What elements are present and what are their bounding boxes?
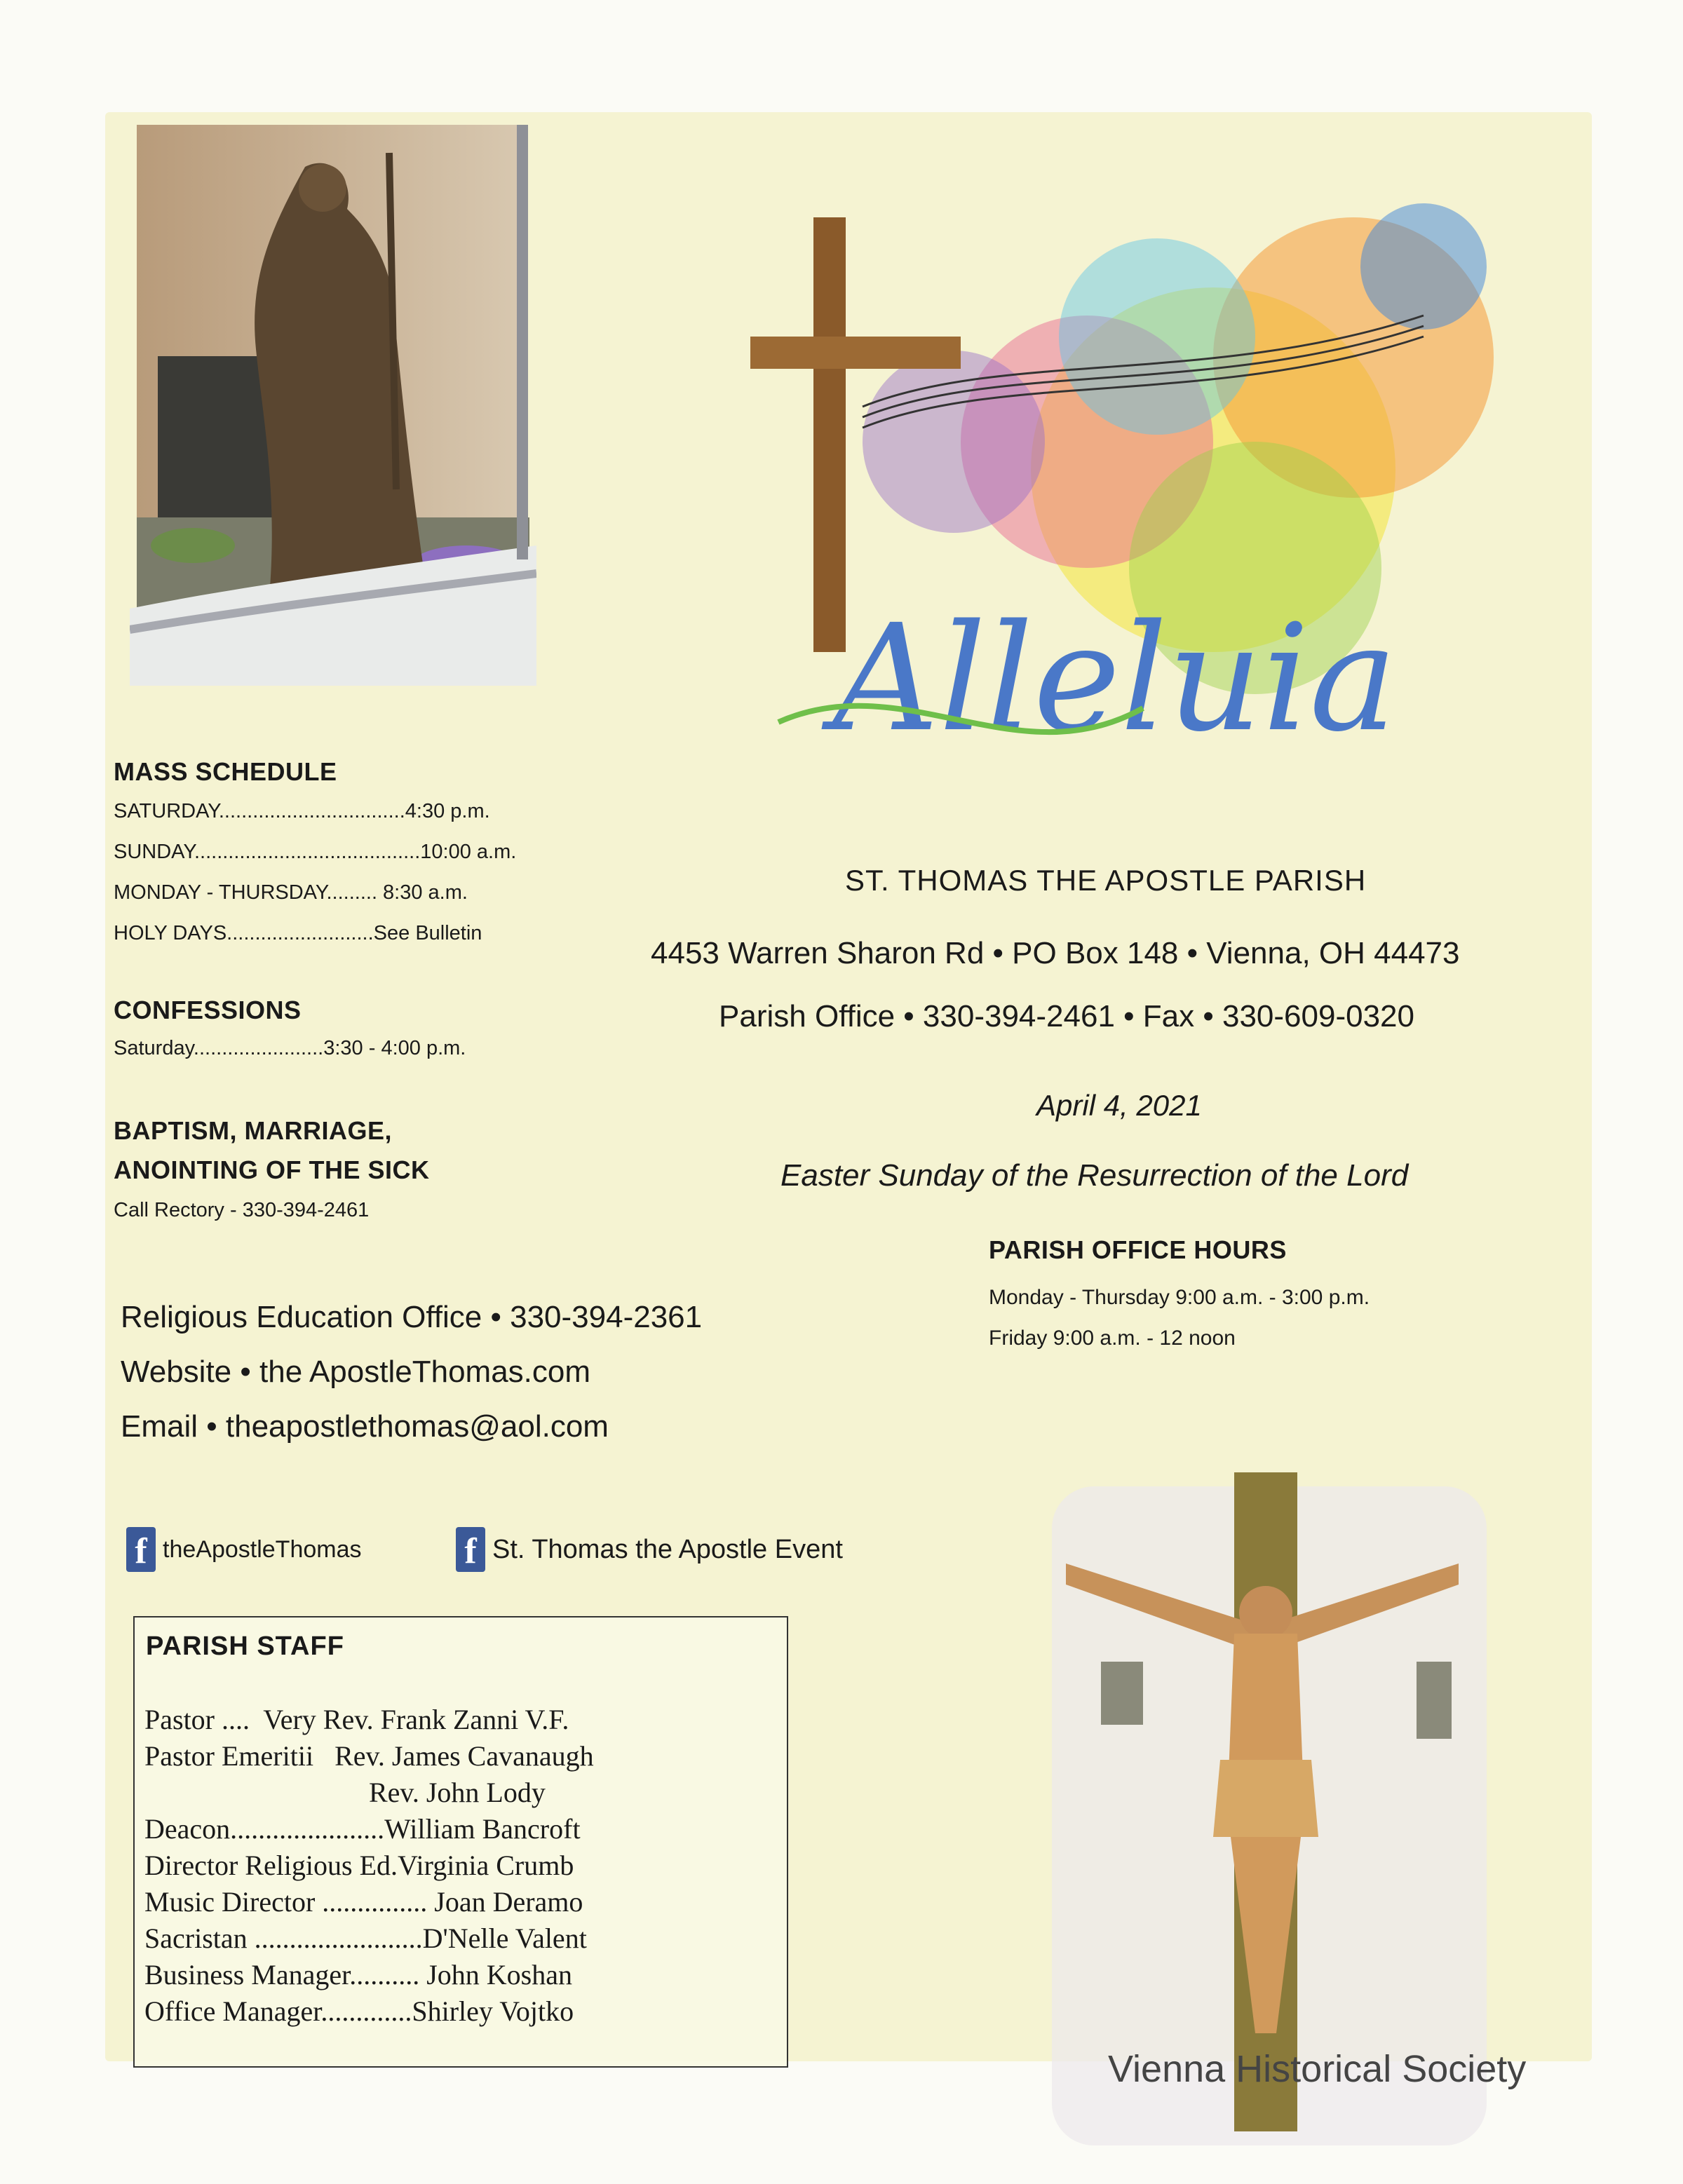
sacraments-heading-1: BAPTISM, MARRIAGE,: [114, 1116, 393, 1145]
staff-line: Music Director ............... Joan Deramo: [144, 1886, 583, 1918]
confessions-heading: CONFESSIONS: [114, 996, 302, 1024]
call-rectory-line: Call Rectory - 330-394-2461: [114, 1199, 370, 1221]
facebook-icon: f: [126, 1527, 156, 1572]
facebook-link-2[interactable]: [456, 1527, 843, 1572]
contacts-section: [121, 1290, 702, 1454]
mass-schedule-heading: MASS SCHEDULE: [114, 757, 337, 786]
facebook-icon: f: [456, 1527, 485, 1572]
facebook-page-1: theApostleThomas: [163, 1535, 362, 1563]
parish-name: ST. THOMAS THE APOSTLE PARISH: [845, 864, 1367, 897]
religious-ed-office: Religious Education Office • 330-394-2361: [121, 1300, 703, 1334]
office-hours-weekday: Monday - Thursday 9:00 a.m. - 3:00 p.m.: [989, 1286, 1370, 1309]
alleluia-artwork: [722, 175, 1550, 841]
mass-schedule-line-weekday: MONDAY - THURSDAY......... 8:30 a.m.: [114, 881, 468, 904]
email-link[interactable]: Email • theapostlethomas@aol.com: [121, 1409, 609, 1444]
watermark: Vienna Historical Society: [1108, 2048, 1527, 2090]
statue-photo: [130, 125, 536, 686]
office-hours-section: [989, 1235, 1370, 1359]
sacraments-heading-2: ANOINTING OF THE SICK: [114, 1155, 430, 1184]
staff-line: Pastor Emeritii Rev. James Cavanaugh: [144, 1740, 594, 1772]
liturgical-occasion: Easter Sunday of the Resurrection of the Lord: [780, 1158, 1409, 1193]
staff-line: Pastor .... Very Rev. Frank Zanni V.F.: [144, 1704, 569, 1735]
confessions-line: Saturday.......................3:30 - 4:00 p.m.: [114, 1037, 466, 1059]
facebook-link-1[interactable]: [126, 1527, 362, 1572]
parish-staff-box: [133, 1616, 788, 2068]
staff-line: Sacristan ........................D'Nelle Valent: [144, 1922, 587, 1954]
bulletin-date: April 4, 2021: [1036, 1089, 1202, 1122]
mass-schedule-line-saturday: SATURDAY.................................4:30 p.m.: [114, 800, 490, 822]
alleluia-script: Alleluia: [832, 592, 1398, 764]
office-hours-friday: Friday 9:00 a.m. - 12 noon: [989, 1327, 1236, 1350]
parish-staff-list: [144, 1702, 594, 2030]
staff-line: Business Manager.......... John Koshan: [144, 1959, 572, 1990]
staff-line: Director Religious Ed.Virginia Crumb: [144, 1850, 574, 1881]
parish-phones: Parish Office • 330-394-2461 • Fax • 330-609-0320: [719, 999, 1414, 1033]
confessions-section: [114, 996, 466, 1069]
parish-staff-heading: PARISH STAFF: [146, 1632, 344, 1661]
mass-schedule-line-holy-days: HOLY DAYS..........................See Bulletin: [114, 922, 482, 944]
staff-line: Rev. John Lody: [144, 1777, 546, 1808]
parish-address: 4453 Warren Sharon Rd • PO Box 148 • Vienna, OH 44473: [651, 936, 1460, 970]
facebook-page-2: St. Thomas the Apostle Event: [492, 1534, 843, 1564]
mass-schedule-section: [114, 757, 516, 954]
office-hours-heading: PARISH OFFICE HOURS: [989, 1235, 1287, 1264]
crucifix-photo: [1024, 1444, 1515, 2145]
staff-line: Deacon......................William Bancroft: [144, 1813, 581, 1845]
website-link[interactable]: Website • the ApostleThomas.com: [121, 1355, 591, 1389]
sacraments-section: [114, 1111, 430, 1230]
mass-schedule-line-sunday: SUNDAY........................................10:00 a.m.: [114, 841, 517, 863]
staff-line: Office Manager.............Shirley Vojtko: [144, 1995, 574, 2027]
